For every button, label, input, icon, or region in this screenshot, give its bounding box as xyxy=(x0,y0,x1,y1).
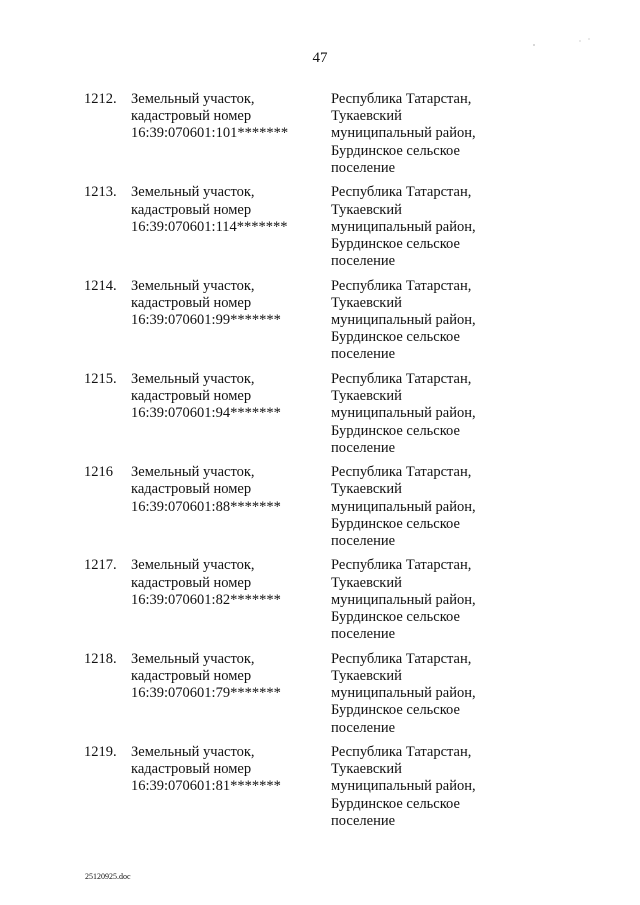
page-number: 47 xyxy=(312,50,328,66)
location-line: поселение xyxy=(331,533,396,549)
entry-number: 1212. xyxy=(84,91,117,107)
desc-line: кадастровый номер xyxy=(131,481,252,498)
location-line: муниципальный район, xyxy=(331,405,476,422)
entry-description xyxy=(131,371,321,423)
desc-line: кадастровый номер xyxy=(131,294,252,311)
location-line: Тукаевский xyxy=(331,761,402,778)
entry-location xyxy=(331,278,531,364)
cadastral-number: 16:39:070601:81******* xyxy=(131,778,281,795)
entry-location xyxy=(331,464,531,550)
entry-location xyxy=(331,371,531,457)
entry-number: 1218. xyxy=(84,650,117,667)
location-line: Бурдинское сельское xyxy=(331,142,460,159)
list-item xyxy=(0,557,640,650)
location-line: Бурдинское сельское xyxy=(331,329,460,346)
entry-number: 1215. xyxy=(84,370,117,387)
location-line: Тукаевский xyxy=(331,481,402,498)
location-line: муниципальный район, xyxy=(331,685,476,702)
list-item xyxy=(0,744,640,837)
entry-number: 1217. xyxy=(84,557,117,574)
document-filename: 25120925.doc xyxy=(85,872,131,881)
cadastral-number: 16:39:070601:99******* xyxy=(131,312,281,328)
desc-line: Земельный участок, xyxy=(131,744,255,761)
entry-number: 1213. xyxy=(84,184,117,201)
location-line: Республика Татарстан, xyxy=(331,557,472,574)
entry-number: 1214. xyxy=(84,277,117,294)
location-line: муниципальный район, xyxy=(331,498,476,515)
location-line: Бурдинское сельское xyxy=(331,795,460,812)
list-item xyxy=(0,371,640,464)
scan-specks xyxy=(520,36,610,50)
desc-line: Земельный участок, xyxy=(131,370,255,387)
desc-line: кадастровый номер xyxy=(131,201,252,218)
entry-description xyxy=(131,557,321,609)
entry-location xyxy=(331,744,531,830)
location-line: поселение xyxy=(331,159,396,176)
location-line: муниципальный район, xyxy=(331,591,476,608)
location-line: Бурдинское сельское xyxy=(331,422,460,439)
location-line: поселение xyxy=(331,719,396,736)
location-line: Бурдинское сельское xyxy=(331,515,460,532)
cadastral-number: 16:39:070601:94******* xyxy=(131,405,281,422)
desc-line: Земельный участок, xyxy=(131,91,255,107)
entry-description xyxy=(131,464,321,516)
location-line: муниципальный район, xyxy=(331,218,476,235)
entry-description xyxy=(131,744,321,796)
entry-number: 1216 xyxy=(84,464,113,481)
location-line: Тукаевский xyxy=(331,574,402,591)
location-line: Тукаевский xyxy=(331,667,402,684)
location-line: поселение xyxy=(331,253,396,270)
list-item xyxy=(0,651,640,744)
entry-location xyxy=(331,557,531,643)
land-plot-list xyxy=(0,91,640,837)
location-line: Республика Татарстан, xyxy=(331,464,472,481)
desc-line: Земельный участок, xyxy=(131,650,255,667)
location-line: Республика Татарстан, xyxy=(331,650,472,667)
entry-description xyxy=(131,184,321,236)
desc-line: кадастровый номер xyxy=(131,667,252,684)
list-item xyxy=(0,278,640,371)
cadastral-number: 16:39:070601:101******* xyxy=(131,125,289,142)
cadastral-number: 16:39:070601:114******* xyxy=(131,218,288,235)
location-line: поселение xyxy=(331,346,396,363)
list-item xyxy=(0,464,640,557)
location-line: Бурдинское сельское xyxy=(331,235,460,252)
desc-line: кадастровый номер xyxy=(131,388,252,405)
location-line: Тукаевский xyxy=(331,201,402,218)
entry-location xyxy=(331,184,531,270)
location-line: Бурдинское сельское xyxy=(331,609,460,626)
entry-number: 1219. xyxy=(84,744,117,761)
location-line: Тукаевский xyxy=(331,294,402,311)
location-line: муниципальный район, xyxy=(331,778,476,795)
entry-description xyxy=(131,278,321,330)
location-line: поселение xyxy=(331,439,396,456)
location-line: Республика Татарстан, xyxy=(331,184,472,201)
entry-description xyxy=(131,91,321,143)
location-line: поселение xyxy=(331,812,396,829)
location-line: Тукаевский xyxy=(331,388,402,405)
cadastral-number: 16:39:070601:82******* xyxy=(131,591,281,608)
desc-line: кадастровый номер xyxy=(131,574,252,591)
cadastral-number: 16:39:070601:79******* xyxy=(131,685,281,702)
cadastral-number: 16:39:070601:88******* xyxy=(131,498,281,515)
location-line: поселение xyxy=(331,626,396,643)
list-item xyxy=(0,184,640,277)
desc-line: Земельный участок, xyxy=(131,277,255,294)
entry-description xyxy=(131,651,321,703)
location-line: Бурдинское сельское xyxy=(331,702,460,719)
location-line: муниципальный район, xyxy=(331,125,476,142)
location-line: Тукаевский xyxy=(331,108,402,125)
location-line: Республика Татарстан, xyxy=(331,744,472,761)
location-line: Республика Татарстан, xyxy=(331,91,472,107)
desc-line: кадастровый номер xyxy=(131,761,252,778)
list-item xyxy=(0,91,640,184)
location-line: Республика Татарстан, xyxy=(331,277,472,294)
desc-line: Земельный участок, xyxy=(131,464,255,481)
location-line: Республика Татарстан, xyxy=(331,370,472,387)
entry-location xyxy=(331,651,531,737)
desc-line: Земельный участок, xyxy=(131,557,255,574)
entry-location xyxy=(331,91,531,177)
location-line: муниципальный район, xyxy=(331,312,476,328)
desc-line: Земельный участок, xyxy=(131,184,255,201)
desc-line: кадастровый номер xyxy=(131,108,252,125)
